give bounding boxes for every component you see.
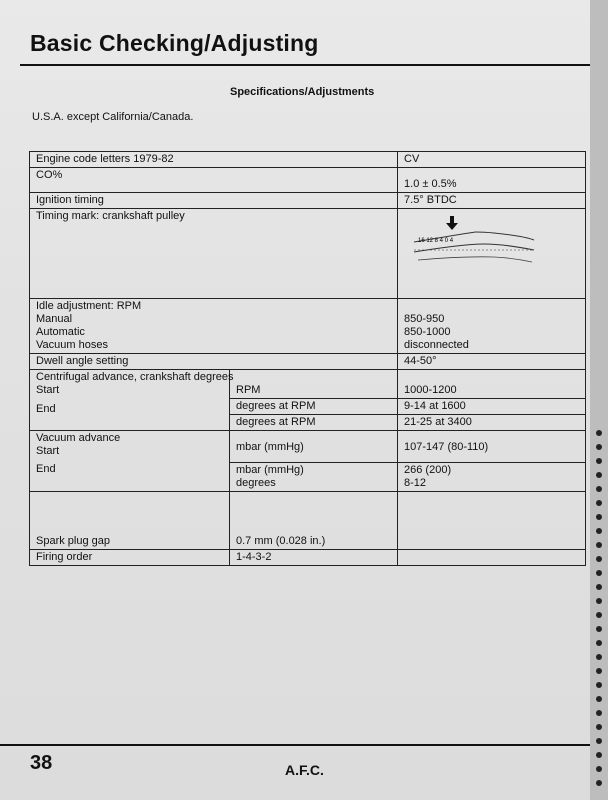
vacuum-start-unit: mbar (mmHg) — [230, 431, 398, 463]
centrifugal-rpm-value: 1000-1200 — [398, 370, 586, 399]
binding-hole — [596, 640, 602, 646]
binding-hole — [596, 556, 602, 562]
spark-plug-value: 0.7 mm (0.028 in.) — [230, 492, 398, 550]
centrifugal-deg-label: degrees at RPM — [230, 399, 398, 415]
binding-hole — [596, 458, 602, 464]
timing-mark-cell — [398, 209, 586, 299]
dwell-label: Dwell angle setting — [30, 354, 398, 370]
co-value: 1.0 ± 0.5% — [398, 168, 586, 193]
idle-automatic-label: Automatic — [36, 326, 85, 338]
page-number: 38 — [30, 752, 53, 774]
co-label: CO% — [30, 168, 398, 193]
arrow-down-icon — [446, 216, 458, 230]
engine-code-label: Engine code letters 1979-82 — [30, 152, 398, 168]
ignition-timing-label: Ignition timing — [30, 193, 398, 209]
section-subtitle: Specifications/Adjustments — [230, 86, 375, 98]
binding-hole — [596, 612, 602, 618]
firing-order-label: Firing order — [30, 550, 230, 566]
binding-hole — [596, 626, 602, 632]
timing-mark-diagram — [404, 210, 579, 280]
vacuum-end-unit: mbar (mmHg) — [236, 464, 304, 476]
binding-hole — [596, 542, 602, 548]
table-row — [30, 299, 586, 354]
vacuum-end-degrees-value: 8-12 — [404, 477, 427, 489]
binding-hole — [596, 528, 602, 534]
binding-hole — [596, 654, 602, 660]
table-row — [30, 370, 586, 399]
centrifugal-deg-value: 9-14 at 1600 — [398, 399, 586, 415]
vacuum-hoses-value: disconnected — [404, 339, 469, 351]
centrifugal-end-value: 21-25 at 3400 — [398, 415, 586, 431]
table-row — [30, 168, 586, 193]
ignition-timing-value: 7.5° BTDC — [398, 193, 586, 209]
spec-table — [29, 151, 586, 566]
table-row — [30, 431, 586, 463]
footer-divider — [0, 744, 590, 746]
table-row — [30, 209, 586, 299]
table-row — [30, 152, 586, 168]
binding-hole — [596, 766, 602, 772]
vacuum-end-value: 266 (200) — [404, 464, 452, 476]
dwell-value: 44-50° — [398, 354, 586, 370]
vacuum-label: Vacuum advance — [36, 432, 121, 444]
firing-order-value: 1-4-3-2 — [230, 550, 398, 566]
centrifugal-rpm-label: RPM — [230, 370, 398, 399]
binding-hole — [596, 430, 602, 436]
idle-label: Idle adjustment: RPM — [36, 300, 142, 312]
binding-hole — [596, 696, 602, 702]
timing-mark-label: Timing mark: crankshaft pulley — [30, 209, 398, 299]
binding-hole — [596, 486, 602, 492]
binding-hole — [596, 710, 602, 716]
binding-hole — [596, 752, 602, 758]
region-note: U.S.A. except California/Canada. — [32, 111, 194, 123]
binding-hole — [596, 598, 602, 604]
binding-edge — [590, 0, 608, 800]
table-row — [30, 193, 586, 209]
engine-code-value: CV — [398, 152, 586, 168]
crankshaft-pulley-scale — [404, 210, 580, 280]
vacuum-end-unit-degrees: degrees — [236, 477, 276, 489]
vacuum-start-label: Start — [36, 445, 60, 457]
scale-numbers: 16 12 8 4 0 4 — [418, 238, 454, 244]
binding-hole — [596, 570, 602, 576]
binding-hole — [596, 584, 602, 590]
centrifugal-end-label: End — [36, 403, 56, 415]
binding-hole — [596, 780, 602, 786]
binding-hole — [596, 514, 602, 520]
table-row — [30, 550, 586, 566]
binding-hole — [596, 500, 602, 506]
vacuum-hoses-label: Vacuum hoses — [36, 339, 108, 351]
binding-hole — [596, 472, 602, 478]
vacuum-start-value: 107-147 (80-110) — [398, 431, 586, 463]
centrifugal-end-unit: degrees at RPM — [230, 415, 398, 431]
table-row — [30, 492, 586, 550]
centrifugal-label: Centrifugal advance, crankshaft degrees — [36, 371, 234, 383]
binding-hole — [596, 682, 602, 688]
binding-hole — [596, 738, 602, 744]
footer-code: A.F.C. — [285, 762, 324, 778]
spark-plug-label: Spark plug gap — [30, 492, 230, 550]
table-row — [30, 354, 586, 370]
binding-hole — [596, 444, 602, 450]
page-title: Basic Checking/Adjusting — [30, 30, 319, 56]
idle-automatic-value: 850-1000 — [404, 326, 451, 338]
centrifugal-start-label: Start — [36, 384, 60, 396]
binding-hole — [596, 668, 602, 674]
header-divider — [20, 64, 590, 66]
vacuum-end-label: End — [36, 463, 56, 475]
idle-manual-value: 850-950 — [404, 313, 445, 325]
binding-hole — [596, 724, 602, 730]
idle-manual-label: Manual — [36, 313, 73, 325]
